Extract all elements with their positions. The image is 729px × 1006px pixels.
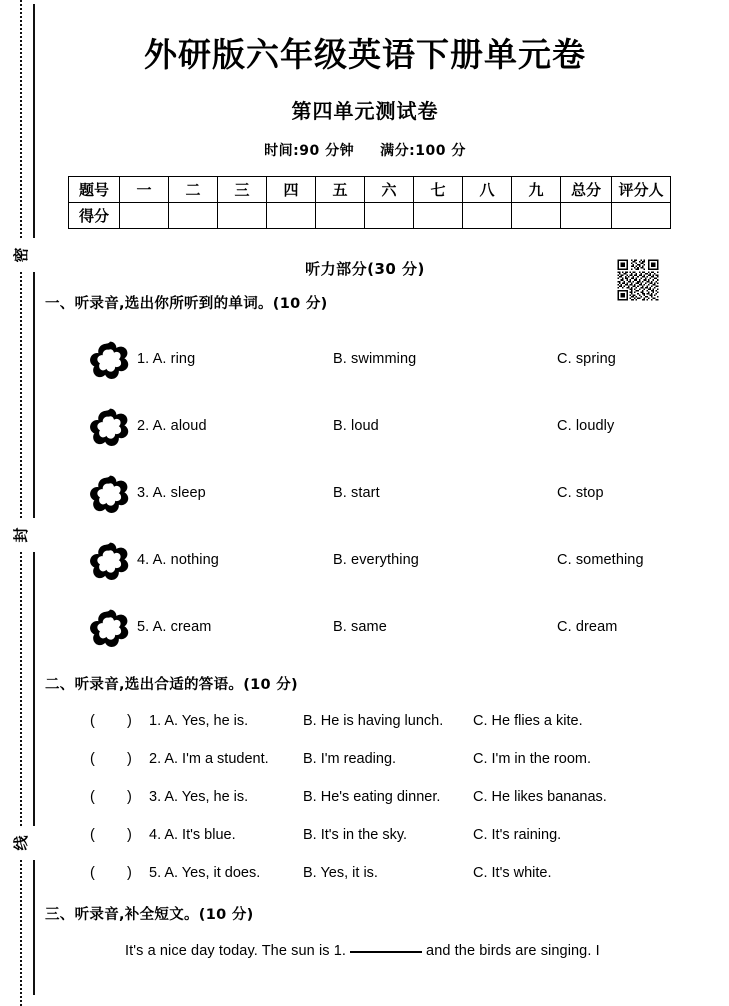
list-item: [45, 789, 685, 809]
flower-icon: [88, 541, 132, 581]
answer-bracket[interactable]: ( ): [90, 789, 132, 805]
score-cell-9[interactable]: [512, 203, 561, 229]
answer-bracket[interactable]: ( ): [90, 713, 132, 729]
score-cell-3[interactable]: [218, 203, 267, 229]
option-a[interactable]: 1. A. Yes, he is.: [149, 713, 249, 729]
section1-heading: 一、听录音,选出你所听到的单词。(10 分): [45, 296, 328, 312]
score-cell-5[interactable]: [316, 203, 365, 229]
list-item: [45, 340, 685, 382]
list-item: [45, 827, 685, 847]
score-cell-6[interactable]: [365, 203, 414, 229]
exam-time-label: 时间:90 分钟: [264, 143, 355, 159]
option-c[interactable]: C. stop: [557, 485, 604, 501]
option-a[interactable]: 3. A. Yes, he is.: [149, 789, 249, 805]
option-a[interactable]: 4. A. nothing: [137, 552, 219, 568]
score-table-col-6: 六: [365, 177, 414, 203]
option-b[interactable]: B. He is having lunch.: [303, 713, 444, 729]
option-b[interactable]: B. start: [333, 485, 380, 501]
answer-bracket[interactable]: ( ): [90, 827, 132, 843]
score-table-col-grader: 评分人: [612, 177, 671, 203]
option-b[interactable]: B. swimming: [333, 351, 417, 367]
answer-bracket[interactable]: ( ): [90, 751, 132, 767]
passage-text-before: It's a nice day today. The sun is 1.: [125, 943, 347, 959]
score-cell-4[interactable]: [267, 203, 316, 229]
option-b[interactable]: B. everything: [333, 552, 419, 568]
score-cell-1[interactable]: [120, 203, 169, 229]
option-a[interactable]: 2. A. I'm a student.: [149, 751, 269, 767]
option-c[interactable]: C. He flies a kite.: [473, 713, 583, 729]
option-b[interactable]: B. loud: [333, 418, 379, 434]
section3-heading: 三、听录音,补全短文。(10 分): [45, 907, 254, 923]
option-c[interactable]: C. I'm in the room.: [473, 751, 591, 767]
flower-icon: [88, 474, 132, 514]
score-cell-8[interactable]: [463, 203, 512, 229]
option-c[interactable]: C. something: [557, 552, 644, 568]
answer-bracket[interactable]: ( ): [90, 865, 132, 881]
option-a[interactable]: 4. A. It's blue.: [149, 827, 236, 843]
table-row-header: [69, 177, 671, 203]
score-table-col-total: 总分: [561, 177, 612, 203]
score-table-col-4: 四: [267, 177, 316, 203]
list-item: [45, 541, 685, 583]
list-item: [45, 474, 685, 516]
option-c[interactable]: C. It's white.: [473, 865, 552, 881]
flower-icon: [88, 407, 132, 447]
score-table-row-label-0: 题号: [69, 177, 120, 203]
score-table-col-8: 八: [463, 177, 512, 203]
passage-line: [125, 938, 729, 959]
qr-code-icon: [610, 258, 666, 302]
score-table-col-2: 二: [169, 177, 218, 203]
option-c[interactable]: C. It's raining.: [473, 827, 562, 843]
listening-part-title: 听力部分(30 分): [305, 260, 425, 278]
score-cell-2[interactable]: [169, 203, 218, 229]
option-a[interactable]: 5. A. cream: [137, 619, 212, 635]
option-a[interactable]: 5. A. Yes, it does.: [149, 865, 261, 881]
score-table-col-3: 三: [218, 177, 267, 203]
score-table-col-9: 九: [512, 177, 561, 203]
list-item: [45, 751, 685, 771]
seal-margin: [0, 0, 45, 1006]
exam-meta: [45, 140, 685, 160]
option-c[interactable]: C. spring: [557, 351, 616, 367]
list-item: [45, 407, 685, 449]
score-table-row-label-1: 得分: [69, 203, 120, 229]
option-b[interactable]: B. Yes, it is.: [303, 865, 378, 881]
option-a[interactable]: 1. A. ring: [137, 351, 196, 367]
exam-fullmarks-label: 满分:100 分: [380, 143, 466, 159]
option-a[interactable]: 2. A. aloud: [137, 418, 207, 434]
score-cell-7[interactable]: [414, 203, 463, 229]
section2-heading: 二、听录音,选出合适的答语。(10 分): [45, 677, 298, 693]
option-a[interactable]: 3. A. sleep: [137, 485, 206, 501]
option-b[interactable]: B. He's eating dinner.: [303, 789, 441, 805]
seal-char-xian: 线: [4, 826, 38, 860]
score-cell-total[interactable]: [561, 203, 612, 229]
seal-char-mi: 密: [4, 238, 38, 272]
option-c[interactable]: C. loudly: [557, 418, 615, 434]
option-c[interactable]: C. He likes bananas.: [473, 789, 607, 805]
flower-icon: [88, 340, 132, 380]
seal-char-feng: 封: [4, 518, 38, 552]
option-b[interactable]: B. same: [333, 619, 387, 635]
page-title: 外研版六年级英语下册单元卷: [144, 35, 586, 74]
score-cell-grader[interactable]: [612, 203, 671, 229]
option-b[interactable]: B. I'm reading.: [303, 751, 397, 767]
passage-text-after: and the birds are singing. I: [426, 943, 600, 959]
list-item: [45, 865, 685, 885]
fill-blank-1[interactable]: [350, 938, 422, 953]
score-table: [68, 176, 671, 229]
score-table-col-5: 五: [316, 177, 365, 203]
page-subtitle: 第四单元测试卷: [291, 99, 439, 123]
score-table-col-1: 一: [120, 177, 169, 203]
exam-page: [45, 0, 729, 1006]
score-table-col-7: 七: [414, 177, 463, 203]
flower-icon: [88, 608, 132, 648]
option-c[interactable]: C. dream: [557, 619, 618, 635]
list-item: [45, 713, 685, 733]
list-item: [45, 608, 685, 650]
table-row-score: [69, 203, 671, 229]
option-b[interactable]: B. It's in the sky.: [303, 827, 408, 843]
